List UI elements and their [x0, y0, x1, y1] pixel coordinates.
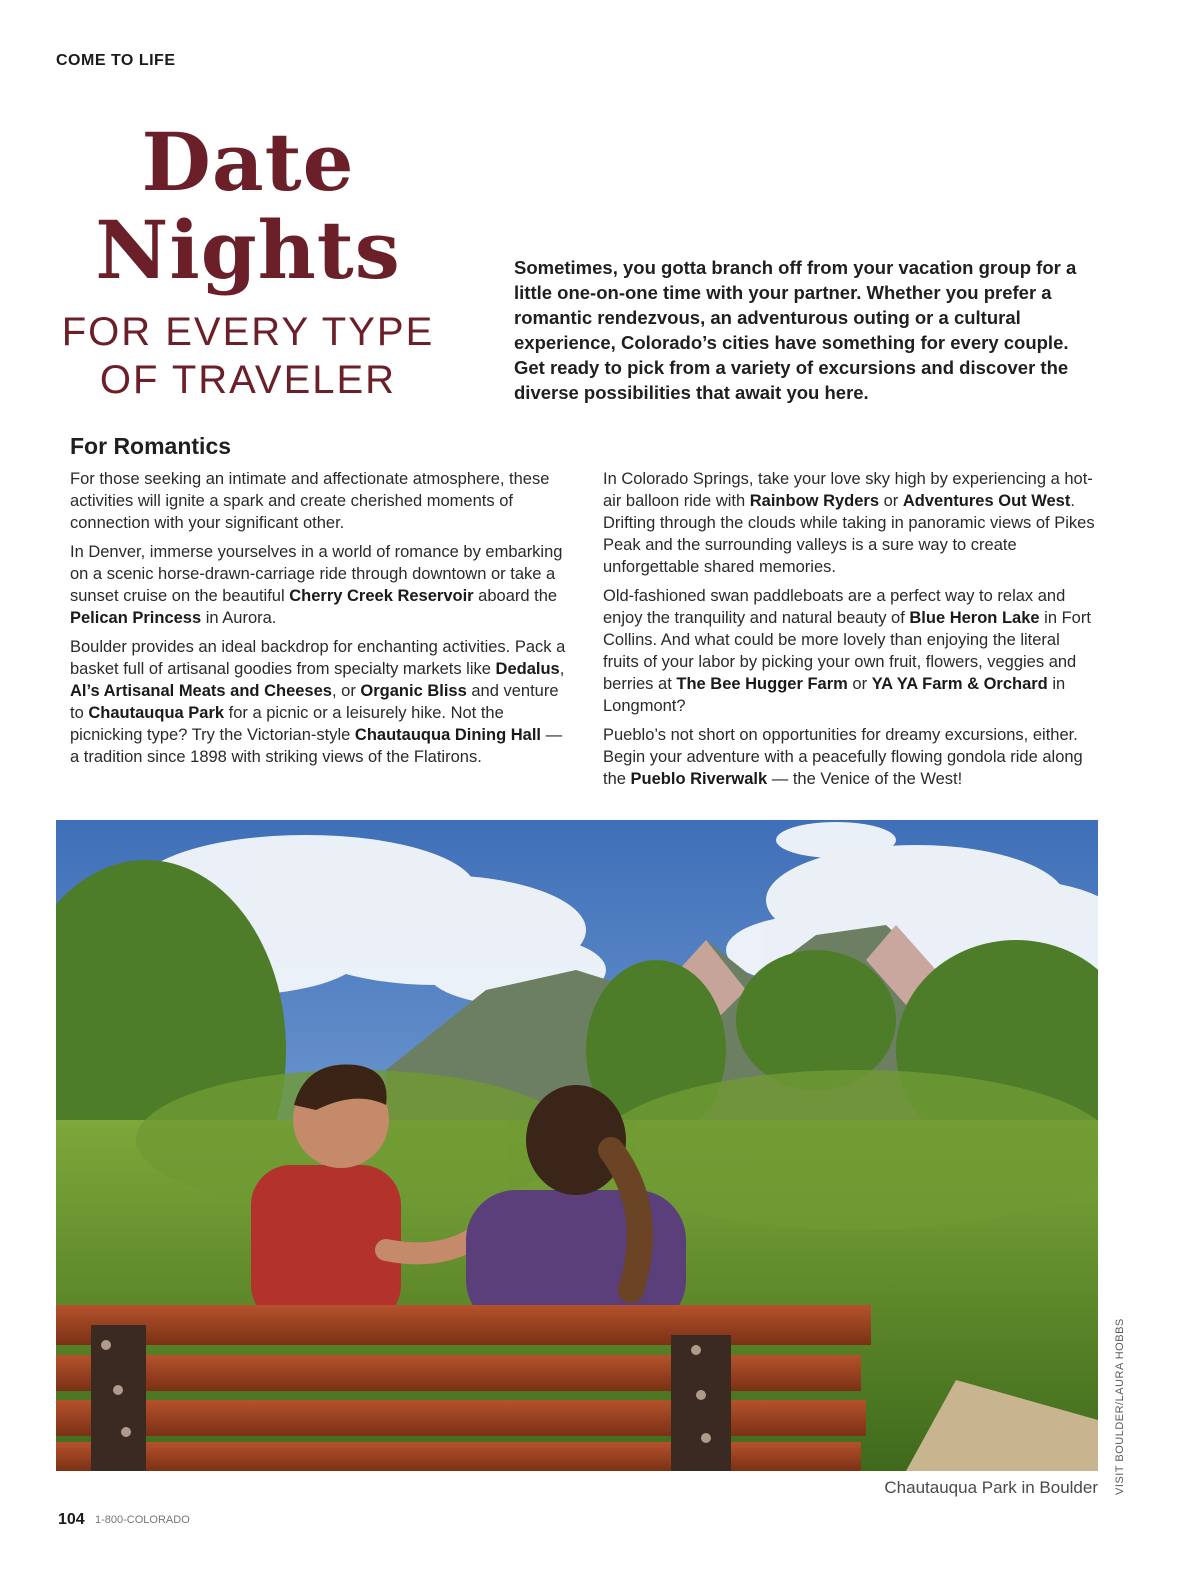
text-run: Pueblo’s not short on opportunities for dreamy excursions, either. Begin your adventure with a peacefully flowing gondola ride along the: [603, 726, 1083, 788]
text-run: Old-fashioned swan paddleboats are a perfect way to relax and enjoy the tranquility and natural beauty of: [603, 587, 1066, 627]
footer-phone: 1-800-COLORADO: [95, 1514, 190, 1526]
place-name: Adventures Out West: [902, 492, 1071, 510]
place-name: The Bee Hugger Farm: [676, 675, 848, 693]
text-run: In Denver, immerse yourselves in a world of romance by embarking on a scenic horse-drawn-carriage ride through downtown or take a sunset cruise on the beautiful: [70, 543, 563, 605]
place-name: YA YA Farm & Orchard: [871, 675, 1048, 693]
right-paragraph-3: [603, 724, 1098, 790]
text-run: Boulder provides an ideal backdrop for enchanting activities. Pack a basket full of artisanal goodies from specialty markets like: [70, 638, 566, 678]
section-kicker: COME TO LIFE: [56, 52, 176, 69]
park-couple-illustration: [56, 820, 1098, 1471]
text-run: — a tradition since 1898 with striking views of the Flatirons.: [70, 726, 563, 766]
text-run: In Colorado Springs, take your love sky high by experiencing a hot-air balloon ride with: [603, 470, 1093, 510]
section-heading: For Romantics: [70, 433, 232, 459]
title-line-1: Date: [141, 115, 355, 209]
place-name: Organic Bliss: [360, 682, 467, 700]
place-name: Cherry Creek Reservoir: [289, 587, 474, 605]
text-run: in Fort Collins. And what could be more lovely than enjoying the literal fruits of your labor by picking your own fruit, flowers, veggies and berries at: [603, 609, 1091, 693]
subtitle: [56, 308, 440, 404]
text-run: for a picnic or a leisurely hike. Not the picnicking type? Try the Victorian-style: [70, 704, 504, 744]
place-name: Chautauqua Dining Hall: [354, 726, 542, 744]
title-line-2: Nights: [95, 203, 401, 297]
place-name: Chautauqua Park: [88, 704, 225, 722]
photo-credit: VISIT BOULDER/LAURA HOBBS: [1114, 1318, 1126, 1495]
feature-photo: [56, 820, 1098, 1471]
text-run: or: [879, 492, 903, 510]
text-run: ,: [559, 660, 565, 678]
place-name: Blue Heron Lake: [909, 609, 1040, 627]
text-run: and venture to: [70, 682, 559, 722]
text-run: — the Venice of the West!: [767, 770, 963, 788]
left-paragraph-2: [70, 541, 570, 629]
place-name: Al’s Artisanal Meats and Cheeses: [70, 682, 332, 700]
page-number: 104: [58, 1511, 85, 1528]
right-column: [603, 468, 1098, 797]
left-column: [70, 468, 570, 775]
photo-caption: Chautauqua Park in Boulder: [884, 1478, 1098, 1497]
text-run: . Drifting through the clouds while taking in panoramic views of Pikes Peak and the surrounding valleys is a sure way to create unforgettable shared memories.: [603, 492, 1095, 576]
subtitle-line-2: OF TRAVELER: [99, 358, 397, 402]
left-paragraph-1: For those seeking an intimate and affectionate atmosphere, these activities will ignite a spark and create cherished moments of connection with your significant other.: [70, 470, 550, 532]
title-block: [56, 115, 440, 404]
place-name: Pueblo Riverwalk: [630, 770, 768, 788]
right-paragraph-1: [603, 468, 1098, 578]
text-run: aboard the: [473, 587, 558, 605]
place-name: Pelican Princess: [70, 609, 202, 627]
subtitle-line-1: FOR EVERY TYPE: [61, 310, 435, 354]
text-run: , or: [331, 682, 361, 700]
right-paragraph-2: [603, 585, 1098, 717]
place-name: Dedalus: [495, 660, 560, 678]
place-name: Rainbow Ryders: [749, 492, 880, 510]
left-paragraph-3: [70, 636, 570, 768]
text-run: in Aurora.: [201, 609, 277, 627]
text-run: or: [847, 675, 872, 693]
text-run: in Longmont?: [603, 675, 1066, 715]
intro-paragraph: Sometimes, you gotta branch off from your vacation group for a little one-on-one time with your partner. Whether you prefer a romantic rendezvous, an adventurous outing or a cultural experience, Colorado’s cities have something for every couple. Get ready to pick from a variety of excursions and discover the diverse possibilities that await you here.: [514, 257, 1077, 403]
